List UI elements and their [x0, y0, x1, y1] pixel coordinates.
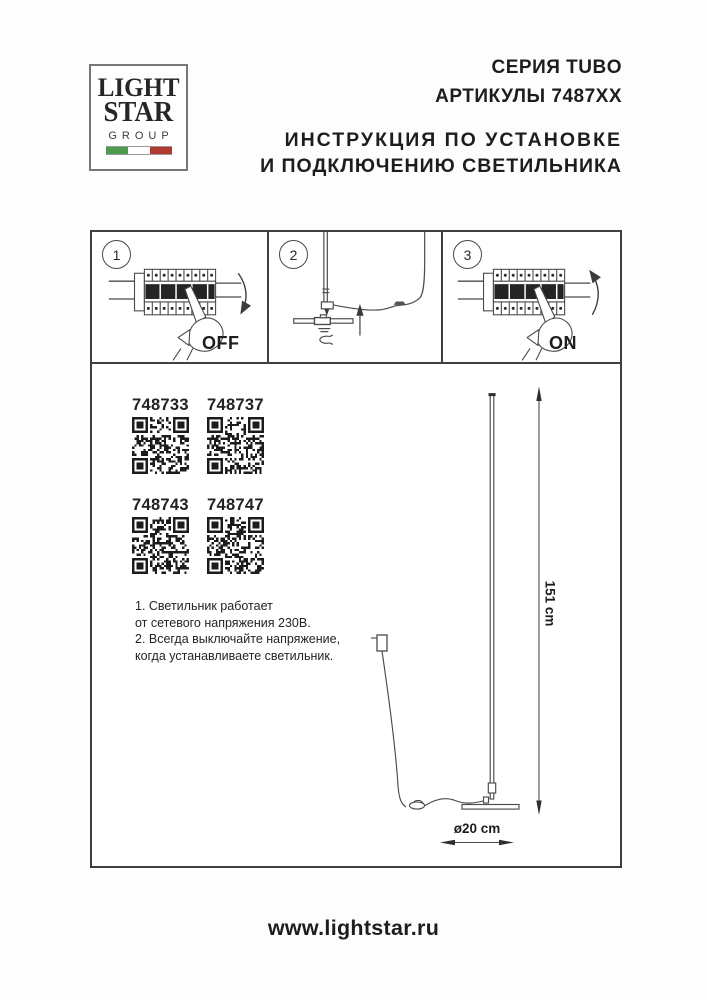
article-number: 748743	[132, 496, 189, 514]
articles-title: АРТИКУЛЫ 7487XX	[435, 86, 622, 107]
instruction-frame	[90, 230, 622, 868]
product-qr-748733	[132, 396, 190, 479]
series-title: СЕРИЯ TUBO	[491, 57, 622, 78]
article-number: 748733	[132, 396, 189, 414]
instruction-title-line1: ИНСТРУКЦИЯ ПО УСТАНОВКЕ	[284, 129, 622, 151]
qr-code-image	[207, 417, 264, 474]
qr-code-image	[132, 517, 189, 574]
step-3-number: 3	[453, 240, 482, 269]
product-qr-748743	[132, 496, 190, 579]
step-1-panel	[92, 232, 269, 362]
instruction-title-line2: И ПОДКЛЮЧЕНИЮ СВЕТИЛЬНИКА	[260, 154, 622, 177]
italian-flag-icon	[106, 146, 172, 155]
step-2-number: 2	[279, 240, 308, 269]
note-line: от сетевого напряжения 230В.	[135, 615, 311, 630]
article-number: 748747	[207, 496, 264, 514]
step-1-number: 1	[102, 240, 131, 269]
qr-code-image	[207, 517, 264, 574]
safety-notes	[135, 598, 385, 664]
product-qr-748747	[207, 496, 265, 579]
website-url: www.lightstar.ru	[267, 916, 440, 940]
qr-code-image	[132, 417, 189, 474]
note-line: когда устанавливаете светильник.	[135, 648, 334, 663]
height-dimension-label: 151 cm	[542, 580, 558, 627]
step-2-panel	[269, 232, 443, 362]
note-line: 1. Светильник работает	[135, 599, 273, 613]
step-3-label-on: ON	[549, 333, 577, 353]
lightstar-logo	[89, 64, 188, 171]
article-number: 748737	[207, 396, 264, 414]
logo-text-light: LIGHT	[97, 73, 180, 102]
header-titles	[192, 58, 622, 176]
logo-text-group: GROUP	[108, 129, 174, 142]
logo-text-star: STAR	[103, 96, 174, 128]
step-1-label-off: OFF	[202, 333, 240, 353]
steps-row	[92, 232, 620, 364]
diameter-dimension-label: ø20 cm	[453, 821, 501, 836]
note-line: 2. Всегда выключайте напряжение,	[135, 632, 341, 646]
product-qr-748737	[207, 396, 265, 479]
step-3-panel	[443, 232, 620, 362]
